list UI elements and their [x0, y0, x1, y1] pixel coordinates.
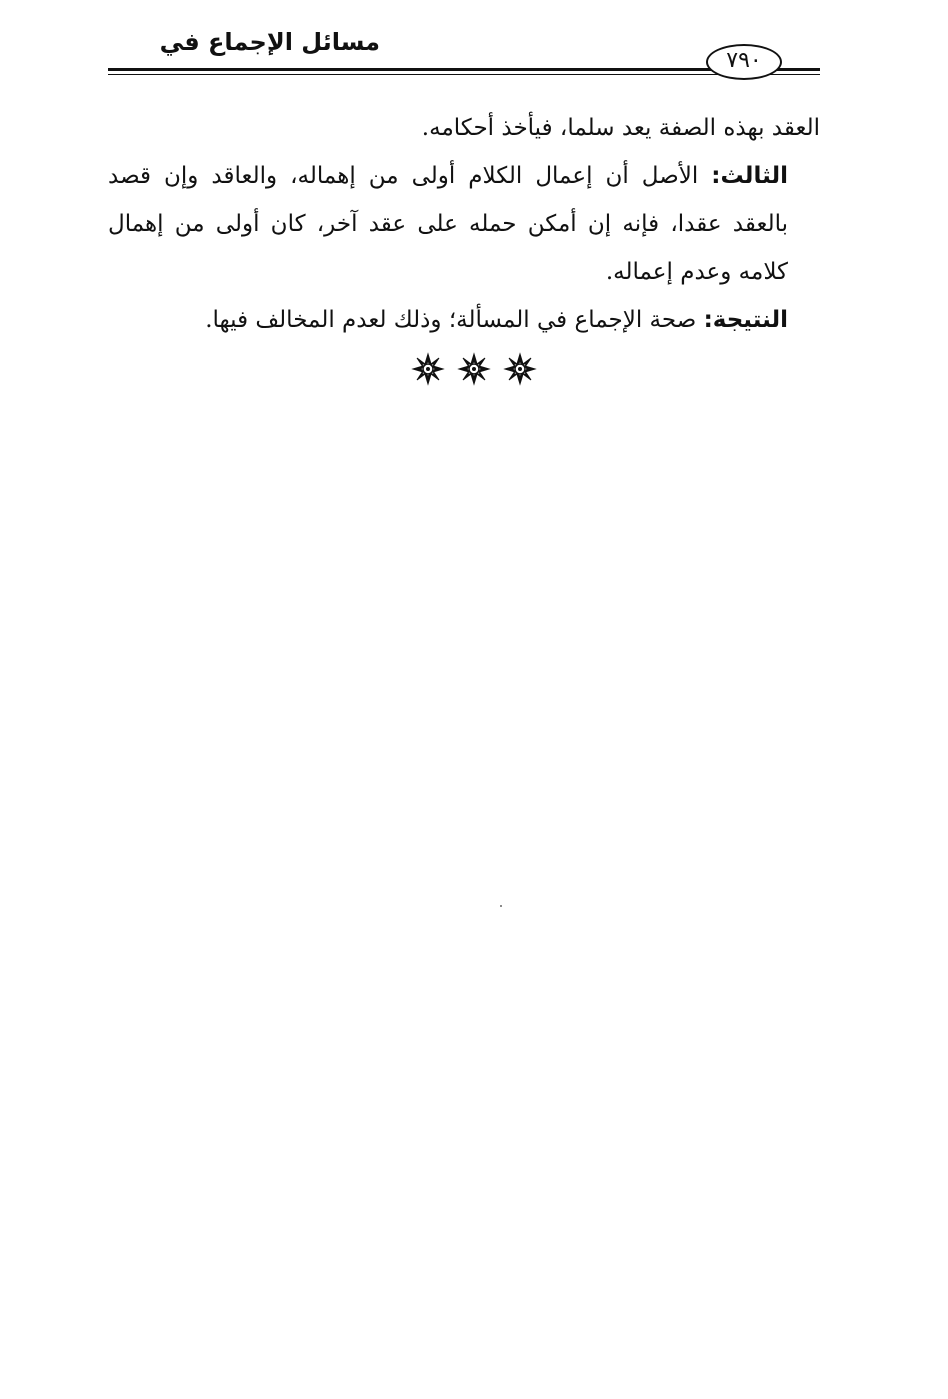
- header-rule-thin: [108, 74, 820, 75]
- paragraph-continuation: العقد بهذه الصفة يعد سلما، فيأخذ أحكامه.: [421, 115, 820, 141]
- section-end-ornaments: [0, 352, 948, 386]
- running-title: مسائل الإجماع في: [159, 28, 380, 56]
- third-text: الأصل أن إعمال الكلام أولى من إهماله، والعاقد وإن قصد بالعقد عقدا، فإنه إن أمكن حمله على عقد آخر، كان أولى من إهمال كلامه وعدم إعماله.: [108, 163, 788, 285]
- flower-ornament-icon: [503, 352, 537, 386]
- page-body: [108, 104, 820, 344]
- paragraph-third: [108, 152, 820, 296]
- flower-ornament-icon: [457, 352, 491, 386]
- result-label: النتيجة:: [703, 307, 788, 333]
- scan-speck: [500, 905, 502, 907]
- third-label: الثالث:: [711, 163, 788, 189]
- page-header: [108, 22, 820, 84]
- flower-ornament-icon: [411, 352, 445, 386]
- page-number: ٧٩٠: [706, 44, 782, 80]
- paragraph-result: [108, 296, 820, 344]
- result-text: صحة الإجماع في المسألة؛ وذلك لعدم المخالف فيها.: [205, 307, 704, 333]
